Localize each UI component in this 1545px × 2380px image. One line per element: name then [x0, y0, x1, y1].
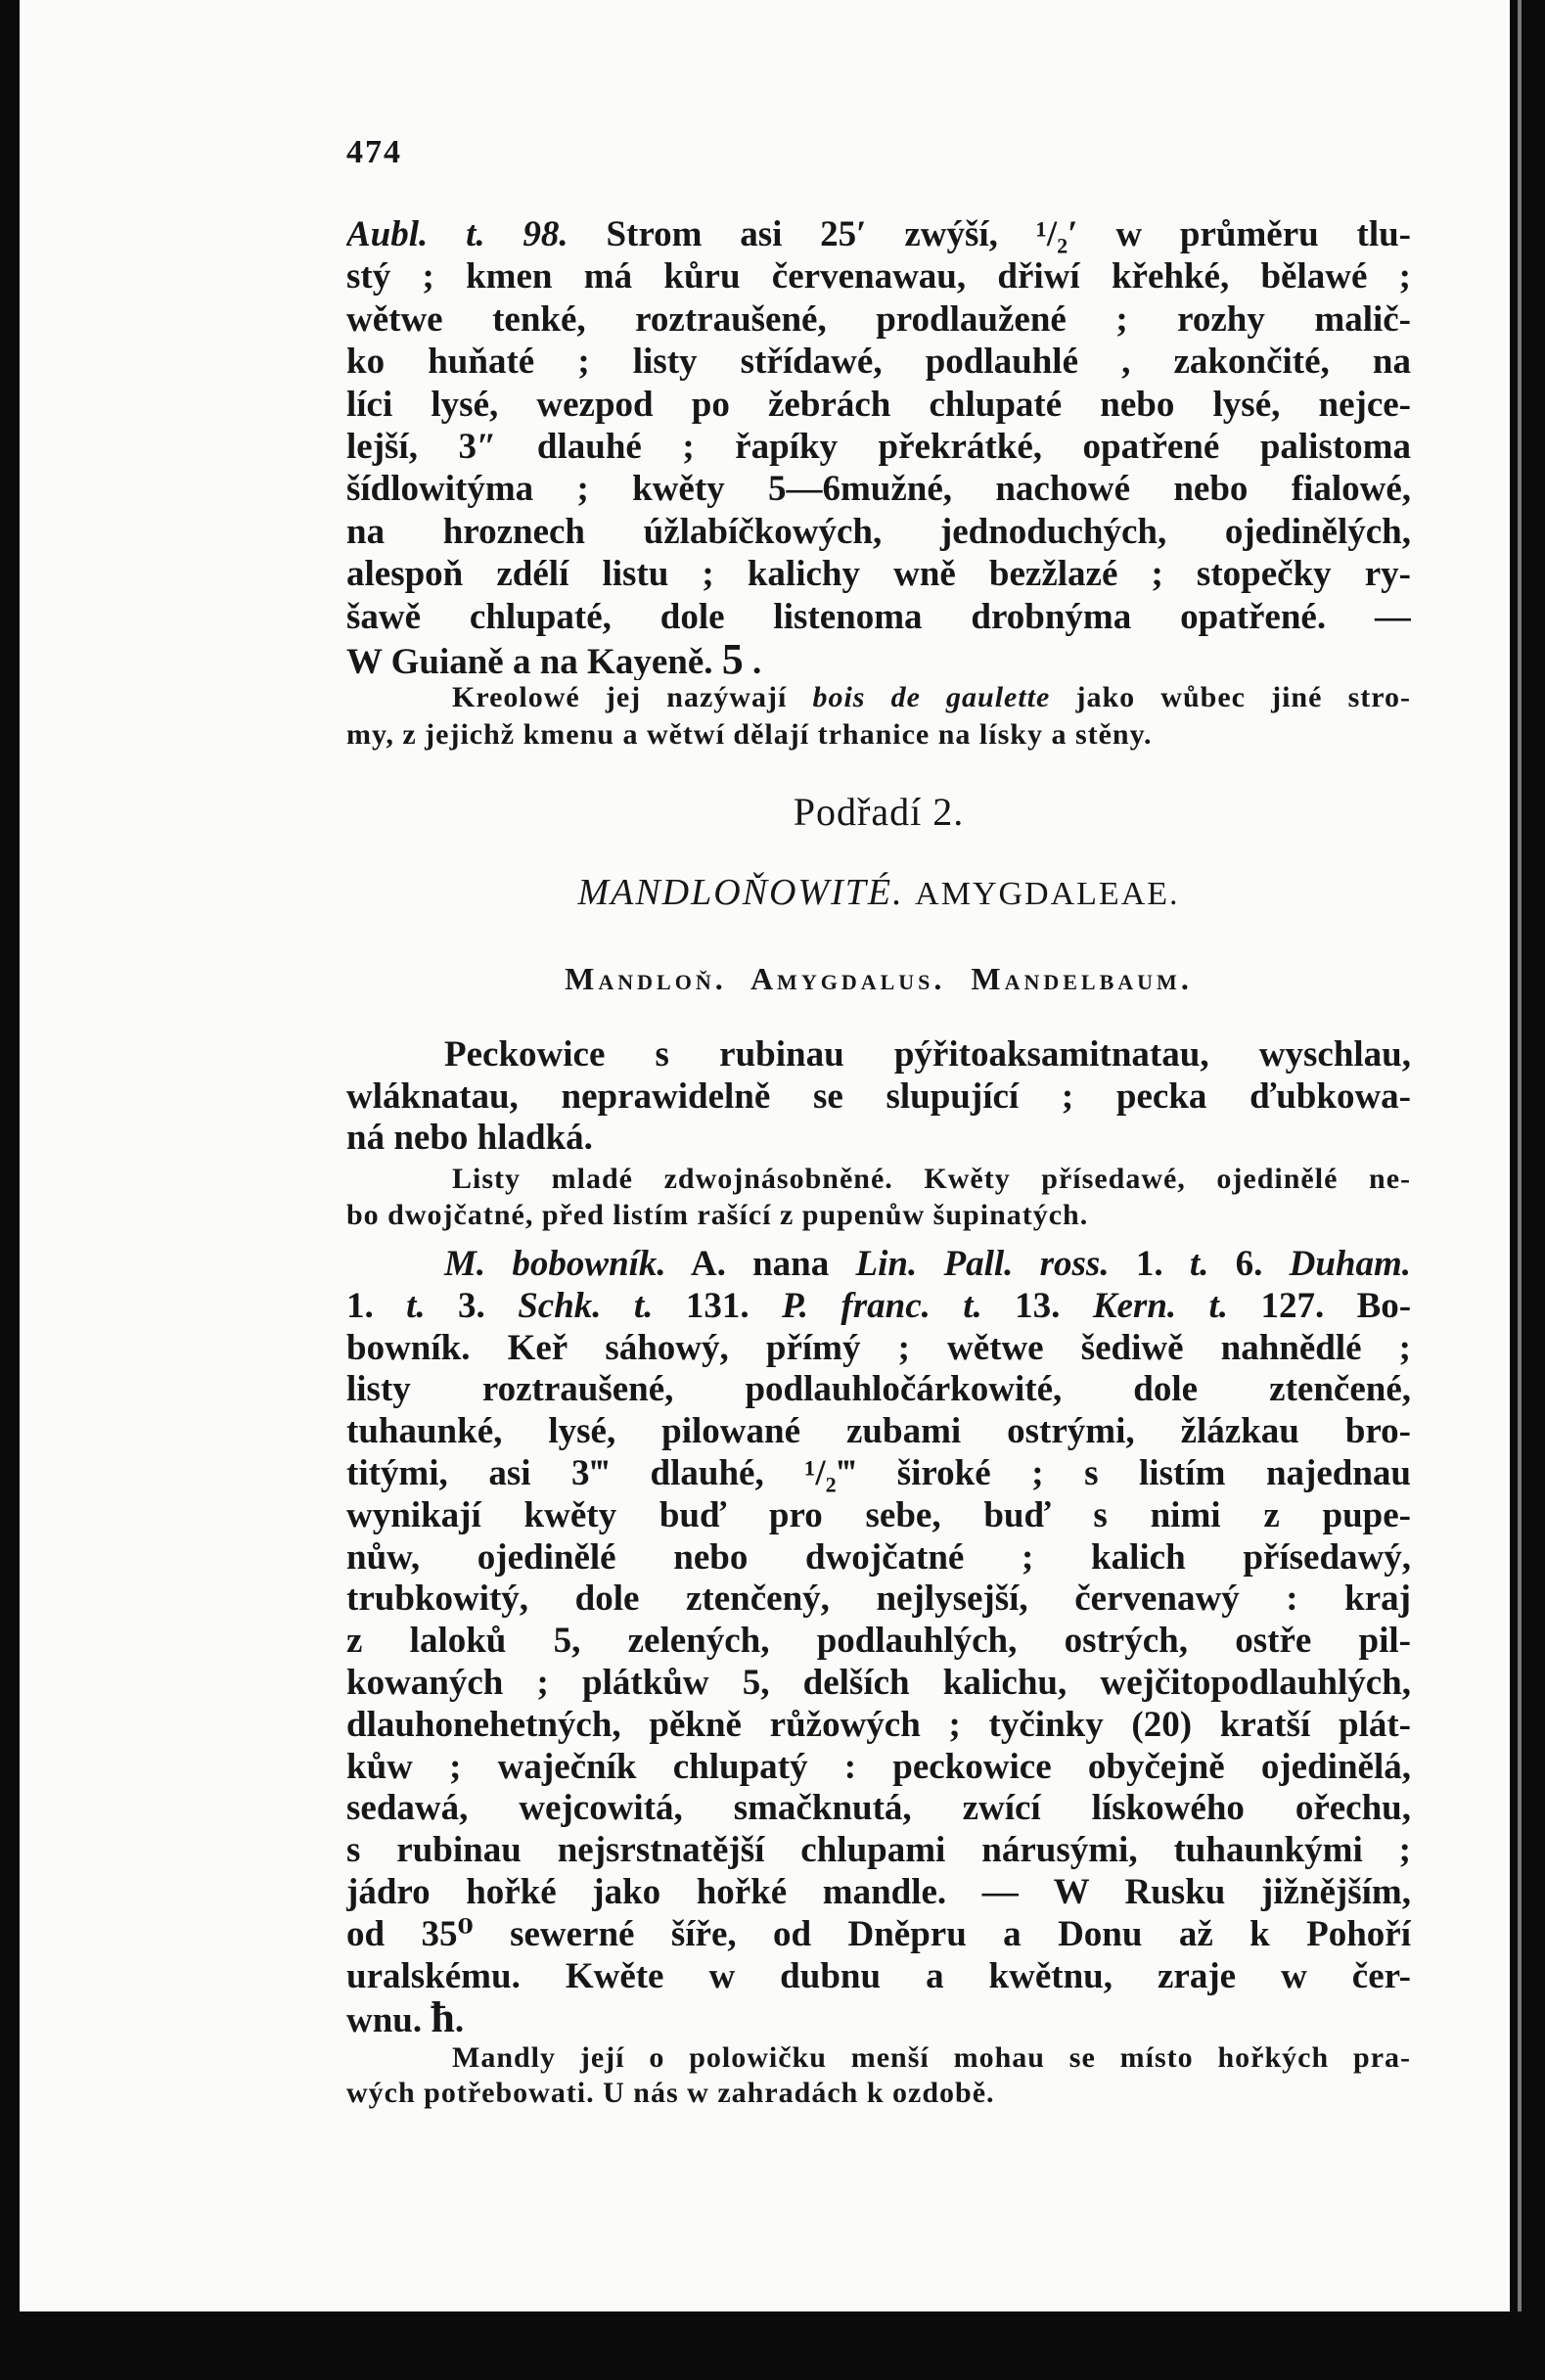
scan-edge-line: [1518, 0, 1522, 2311]
species-line: listy roztraušené, podlauhločárkowité, dole ztenčené,: [346, 1369, 1411, 1410]
species-line: sedawá, wejcowitá, smačknutá, zwící lískowého ořechu,: [346, 1788, 1411, 1829]
citation-italic: Duham.: [1289, 1244, 1411, 1284]
species-line: [346, 1286, 1411, 1328]
species-line: jádro hořké jako hořké mandle. — W Rusku jižnějším,: [346, 1871, 1411, 1912]
citation-italic: Lin. Pall. ross.: [855, 1244, 1110, 1284]
text-segment: .: [743, 641, 762, 681]
genus-title: Mandloň. Amygdalus. Mandelbaum.: [565, 961, 1193, 996]
citation-italic: t.: [406, 1285, 426, 1326]
continued-entry-note: [346, 679, 1411, 754]
text-segment: Strom asi 25′ zwýší, ¹/₂′ w průměru tlu-: [568, 214, 1411, 254]
text-line: šawě chlupaté, dole listenoma drobnýma opatřené. —: [346, 596, 1411, 637]
genus-description: [346, 1034, 1411, 1160]
text-segment: jako wůbec jiné stro-: [1050, 681, 1411, 713]
species-line: tuhaunké, lysé, pilowané zubami ostrými, žlázkau bro-: [346, 1411, 1411, 1452]
text-segment: wnu.: [346, 2000, 432, 2040]
page-number: 474: [346, 134, 402, 170]
text-segment: 1.: [1109, 1244, 1190, 1284]
text-segment: A. nana: [665, 1244, 856, 1284]
text-segment: 131.: [653, 1285, 782, 1326]
species-line: [346, 1997, 1411, 2039]
species-line: kůw ; waječník chlupatý : peckowice obyčejně ojedinělá,: [346, 1746, 1411, 1787]
citation-italic: P. franc. t.: [781, 1285, 982, 1326]
suborder-name: [346, 869, 1411, 918]
text-line: [346, 213, 1411, 255]
text-segment: 3.: [425, 1285, 519, 1326]
citation-italic: Kern. t.: [1092, 1285, 1229, 1326]
note-line: wých potřebowati. U nás w zahradách k ozdobě.: [346, 2077, 995, 2109]
suborder-name-latin: AMYGDALEAE.: [915, 876, 1180, 912]
text-line: líci lysé, wezpod po žebrách chlupaté nebo lysé, nejce-: [346, 384, 1411, 425]
text-segment: 6.: [1208, 1244, 1290, 1284]
species-line: s rubinau nejsrstnatější chlupami nárusými, tuhaunkými ;: [346, 1830, 1411, 1871]
text-segment: 127. Bo-: [1228, 1285, 1411, 1326]
text-line: šídlowitýma ; kwěty 5—6mužné, nachowé nebo fialowé,: [346, 469, 1411, 510]
note-line: my, z jejichž kmenu a wětwí dělají trhanice na lísky a stěny.: [346, 718, 1153, 751]
italic-term: bois de gaulette: [812, 681, 1051, 713]
species-line: nůw, ojedinělé nebo dwojčatné ; kalich přísedawý,: [346, 1536, 1411, 1578]
genus-note: [346, 1161, 1411, 1233]
note-line: bo dwojčatné, před listím rašící z pupenůw šupinatých.: [346, 1199, 1089, 1231]
species-line: bowník. Keř sáhowý, přímý ; wětwe šediwě nahnědlé ;: [346, 1327, 1411, 1368]
text-line: [346, 638, 1411, 680]
text-line: lejší, 3″ dlauhé ; řapíky překrátké, opatřené palistoma: [346, 426, 1411, 467]
citation-italic: Aubl. t. 98.: [346, 214, 568, 254]
shrub-symbol: ħ: [431, 1997, 455, 2040]
text-segment: Kreolowé jej nazýwají: [452, 681, 813, 713]
species-note: [346, 2040, 1411, 2111]
species-line: titými, asi 3‴ dlauhé, ¹/₂‴ široké ; s listím najednau: [346, 1452, 1411, 1493]
text-line: Peckowice s rubinau pýřitoaksamitnatau, wyschlau,: [444, 1034, 1411, 1075]
species-line: wynikají kwěty buď pro sebe, buď s nimi z pupe-: [346, 1494, 1411, 1535]
suborder-name-czech: MANDLOŇOWITÉ.: [577, 872, 904, 913]
species-line: kowaných ; plátkůw 5, delších kalichu, wejčitopodlauhlých,: [346, 1662, 1411, 1703]
note-line: Listy mladé zdwojnásobněné. Kwěty přísedawé, ojedinělé ne-: [452, 1163, 1411, 1195]
text-segment: 13.: [981, 1285, 1093, 1326]
note-line: [346, 679, 1411, 716]
citation-italic: t.: [1189, 1244, 1209, 1284]
text-line: stý ; kmen má kůru červenawau, dřiwí křehké, bělawé ;: [346, 256, 1411, 298]
text-line: wětwe tenké, roztraušené, prodlaužené ; rozhy malič-: [346, 298, 1411, 340]
text-segment: 1.: [346, 1285, 407, 1326]
text-segment: .: [454, 2000, 465, 2040]
text-line: wláknatau, neprawidelně se slupující ; pecka ďubkowa-: [346, 1076, 1411, 1117]
tree-symbol: 5: [721, 637, 744, 681]
text-line: ko huňaté ; listy střídawé, podlauhlé , zakončité, na: [346, 342, 1411, 383]
book-page: [20, 0, 1510, 2311]
suborder-heading: Podřadí 2.: [793, 790, 965, 834]
note-line: Mandly její o polowičku menší mohau se místo hořkých pra-: [452, 2041, 1411, 2074]
species-entry: [346, 1244, 1411, 2039]
text-line: alespoň zdélí listu ; kalichy wně bezžlazé ; stopečky ry-: [346, 554, 1411, 595]
text-line: ná nebo hladká.: [346, 1118, 593, 1158]
species-line: z laloků 5, zelených, podlauhlých, ostrých, ostře pil-: [346, 1621, 1411, 1662]
continued-entry: [346, 213, 1411, 680]
species-name-italic: M. bobowník.: [444, 1244, 666, 1284]
species-line: uralskému. Kwěte w dubnu a kwětnu, zraje w čer-: [346, 1955, 1411, 1996]
text-segment: W Guianě a na Kayeně.: [346, 641, 722, 681]
species-line: [346, 1244, 1411, 1286]
species-line: dlauhonehetných, pěkně růžowých ; tyčinky (20) kratší plát-: [346, 1704, 1411, 1745]
species-line: trubkowitý, dole ztenčený, nejlysejší, červenawý : kraj: [346, 1579, 1411, 1620]
citation-italic: Schk. t.: [518, 1285, 654, 1326]
text-line: na hroznech úžlabíčkowých, jednoduchých, ojedinělých,: [346, 511, 1411, 552]
species-line: od 35⁰ sewerné šíře, od Dněpru a Donu až k Pohoří: [346, 1913, 1411, 1954]
